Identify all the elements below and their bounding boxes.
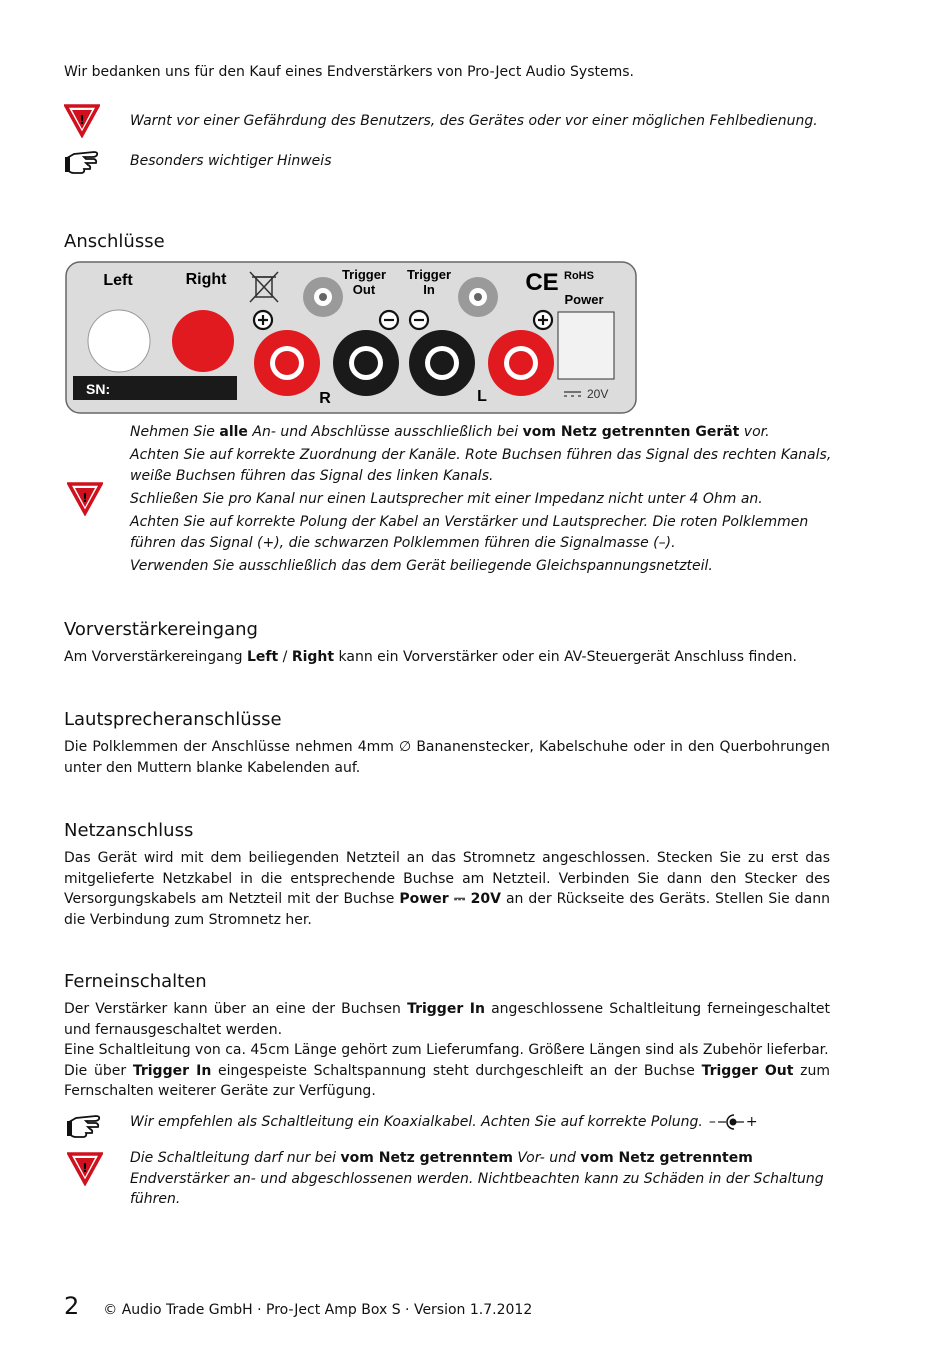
legend-warning-text: Warnt vor einer Gefährdung des Benutzers, des Gerätes oder vor einer möglichen Fehlbedienung.: [130, 113, 818, 129]
fern-paragraph: Die über Trigger In eingespeiste Schaltspannung steht durchgeschleift an der Buchse Trigger Out zum Fernschalten weiterer Geräte zur Verfügung.: [64, 1062, 831, 1099]
fern-hint-text: Wir empfehlen als Schaltleitung ein Koaxialkabel. Achten Sie auf korrekte Polung.: [130, 1114, 703, 1130]
section-title-anschluesse: Anschlüsse: [64, 231, 165, 252]
rca-left-input: [88, 310, 150, 372]
pointing-hand-icon: [66, 1110, 102, 1140]
footer: [64, 1292, 532, 1320]
pol-minus: –: [708, 1114, 716, 1130]
section-title-fern: Ferneinschalten: [64, 971, 207, 992]
legend-hint-text: Besonders wichtiger Hinweis: [130, 153, 332, 169]
sn-label: SN:: [86, 381, 111, 397]
legend-hint-row: [64, 146, 331, 176]
power-label: Power: [564, 292, 604, 307]
svg-text:!: !: [82, 1161, 88, 1175]
vorverstaerker-text: Am Vorverstärkereingang Left / Right kann ein Vorverstärker oder ein AV-Steuergerät Anschluss finden.: [64, 649, 797, 665]
section-title-netz: Netzanschluss: [64, 820, 194, 841]
ce-mark: CE: [525, 269, 559, 296]
fern-warning: Die Schaltleitung darf nur bei vom Netz getrenntem Vor- und vom Netz getrenntem Endverstärker an- und abgeschlossenen werden. Nichtbeachten kann zu Schäden in der Schaltung führen.: [130, 1150, 824, 1207]
fern-hint: [130, 1112, 758, 1132]
svg-text:!: !: [82, 491, 88, 505]
fern-paragraph: Der Verstärker kann über an eine der Buchsen Trigger In angeschlossene Schaltleitung ferneingeschaltet und fernausgeschaltet werden.: [64, 1001, 831, 1038]
label-l: L: [477, 388, 487, 405]
polarity-symbol-icon: [716, 1112, 746, 1132]
label-trigger-in-1: Trigger: [406, 267, 452, 282]
fern-text: [64, 999, 830, 1102]
label-r: R: [319, 390, 331, 407]
warning-icon: [64, 104, 100, 138]
pointing-hand-icon: [64, 146, 100, 176]
label-trigger-in-2: In: [423, 282, 435, 297]
pol-plus: +: [745, 1114, 758, 1130]
warning-item: Schließen Sie pro Kanal nur einen Lautsprecher mit einer Impedanz nicht unter 4 Ohm an.: [130, 491, 763, 507]
intro-text: Wir bedanken uns für den Kauf eines Endverstärkers von Pro-Ject Audio Systems.: [64, 64, 634, 80]
section-title-lautsprecher: Lautsprecheranschlüsse: [64, 709, 282, 730]
lautsprecher-text: Die Polklemmen der Anschlüsse nehmen 4mm ∅ Bananenstecker, Kabelschuhe oder in den Querbohrungen unter den Muttern blanke Kabelenden auf.: [64, 739, 830, 776]
page-number: 2: [64, 1292, 80, 1320]
anschluesse-warnings: [130, 422, 840, 579]
warning-item: Achten Sie auf korrekte Polung der Kabel an Verstärker und Lautsprecher. Die roten Polklemmen führen das Signal (+), die schwarzen Polklemmen führen die Signalmasse (–).: [130, 514, 809, 551]
legend-warning-row: [64, 104, 818, 138]
netz-text: Das Gerät wird mit dem beiliegenden Netzteil an das Stromnetz angeschlossen. Stecken Sie zu erst das mitgelieferte Netzkabel in die entsprechende Buchse am Netzteil. Verbinden Sie dann den Stecker des Versorgungskabels am Netzteil mit der Buchse Power ⎓ 20V an der Rückseite des Geräts. Stellen Sie dann die Verbindung zum Stromnetz her.: [64, 850, 830, 928]
label-trigger-out-1: Trigger: [341, 267, 387, 282]
warning-icon: [67, 1152, 103, 1186]
volt-label: 20V: [587, 387, 609, 401]
power-socket: [558, 312, 614, 379]
warning-icon: [67, 482, 103, 516]
warning-item: Verwenden Sie ausschließlich das dem Gerät beiliegende Gleichspannungsnetzteil.: [130, 558, 713, 574]
section-title-vorverstaerker: Vorverstärkereingang: [64, 619, 258, 640]
label-left: Left: [103, 272, 133, 289]
warning-item: Achten Sie auf korrekte Zuordnung der Kanäle. Rote Buchsen führen das Signal des rechten Kanals, weiße Buchsen führen das Signal des linken Kanals.: [130, 447, 832, 484]
fern-paragraph: Eine Schaltleitung von ca. 45cm Länge gehört zum Lieferumfang. Größere Längen sind als Zubehör lieferbar.: [64, 1042, 829, 1058]
rohs-label: RoHS: [564, 270, 594, 282]
footer-text: © Audio Trade GmbH · Pro-Ject Amp Box S · Version 1.7.2012: [103, 1302, 533, 1318]
rca-right-input: [172, 310, 234, 372]
rear-panel-diagram: [64, 260, 638, 415]
svg-text:!: !: [79, 113, 85, 127]
label-right: Right: [185, 271, 227, 288]
warning-item: Nehmen Sie alle An- und Abschlüsse ausschließlich bei vom Netz getrennten Gerät vor.: [130, 424, 770, 440]
label-trigger-out-2: Out: [352, 282, 376, 297]
